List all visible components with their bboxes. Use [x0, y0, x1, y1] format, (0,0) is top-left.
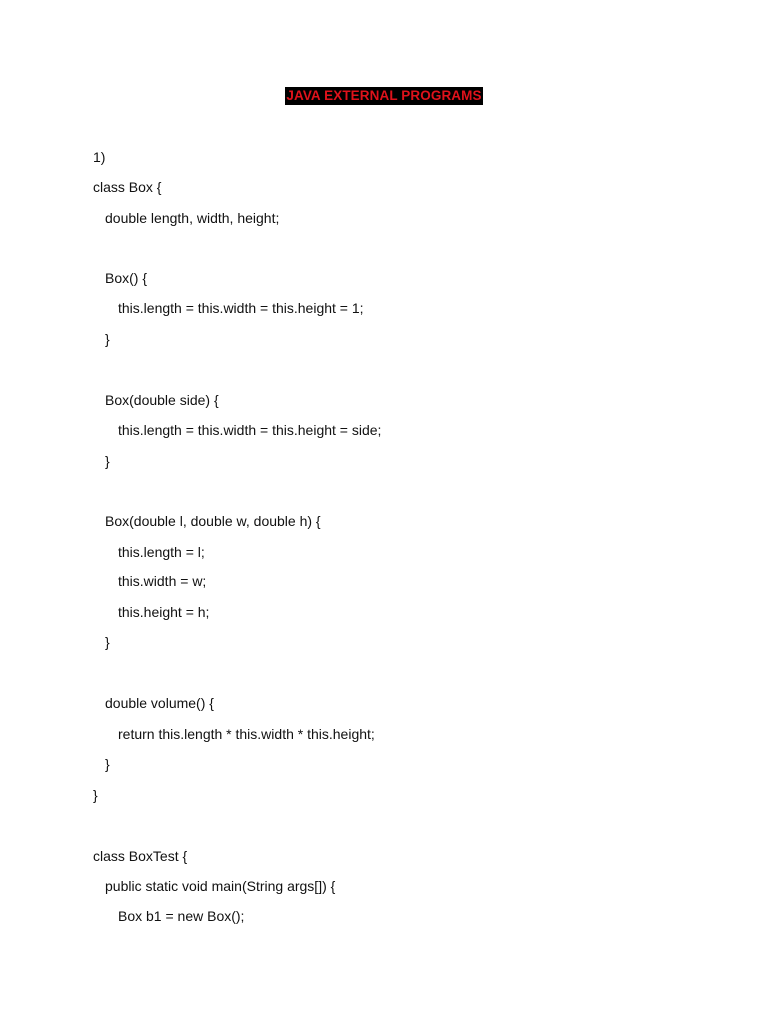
code-line: Box b1 = new Box();	[118, 908, 245, 924]
code-line: double length, width, height;	[105, 210, 280, 226]
code-line: }	[105, 756, 110, 772]
code-line: this.length = this.width = this.height = side;	[118, 422, 382, 438]
code-line: }	[93, 787, 98, 803]
code-line: this.width = w;	[118, 573, 207, 589]
code-line: public static void main(String args[]) {	[105, 878, 336, 894]
code-line: }	[105, 331, 110, 347]
code-line: Box() {	[105, 270, 148, 286]
code-line: }	[105, 634, 110, 650]
code-line: this.length = l;	[118, 544, 205, 560]
code-line: }	[105, 453, 110, 469]
code-line: Box(double side) {	[105, 392, 219, 408]
code-line: double volume() {	[105, 695, 214, 711]
code-line: this.length = this.width = this.height = 1;	[118, 300, 364, 316]
code-line: this.height = h;	[118, 604, 210, 620]
document-title: JAVA EXTERNAL PROGRAMS	[286, 88, 482, 103]
code-line: return this.length * this.width * this.height;	[118, 726, 375, 742]
code-line: Box(double l, double w, double h) {	[105, 513, 321, 529]
code-line: class BoxTest {	[93, 848, 188, 864]
program-number: 1)	[93, 149, 106, 165]
title-container	[0, 87, 768, 105]
code-line: class Box {	[93, 179, 162, 195]
